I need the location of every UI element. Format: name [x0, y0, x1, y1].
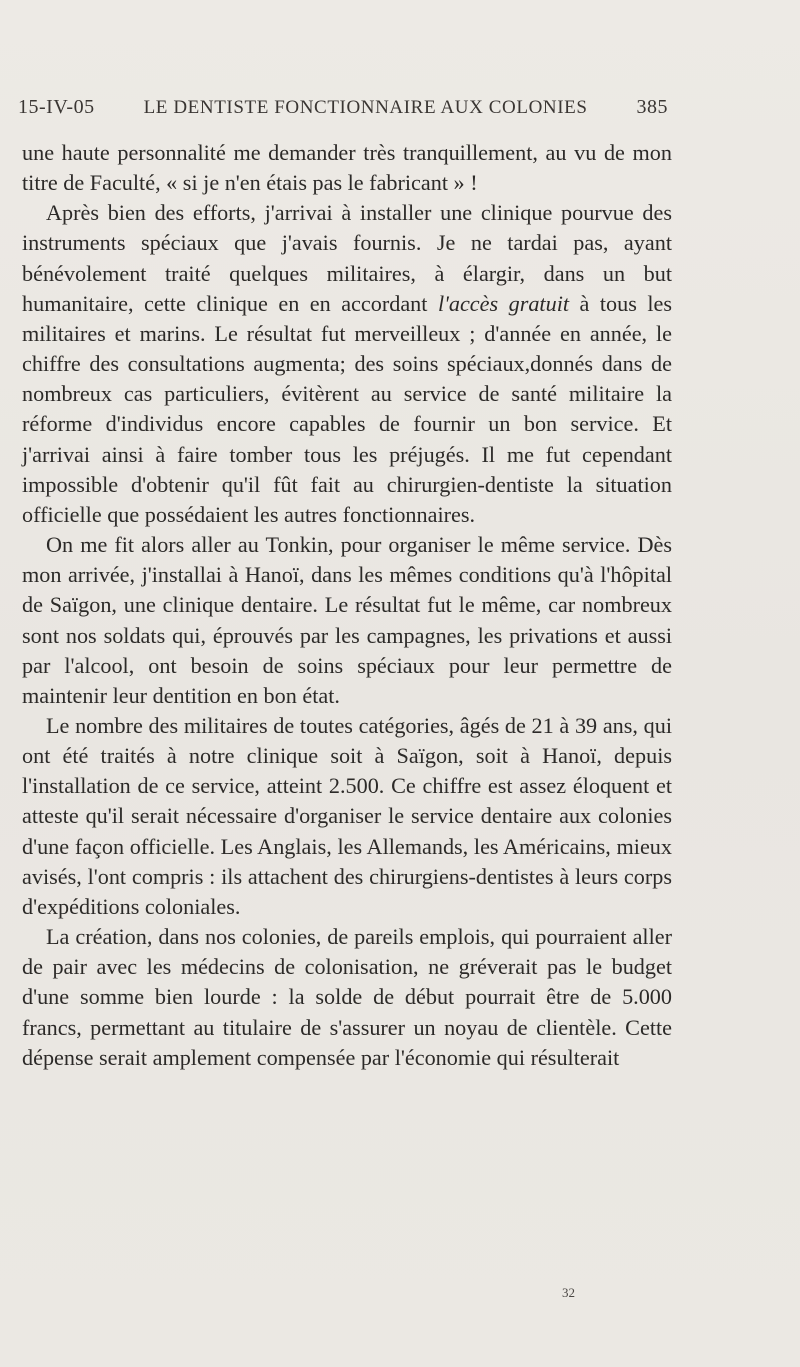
- paragraph-3-text: On me fit alors aller au Tonkin, pour organiser le même service. Dès mon arrivée, j'installai à Hanoï, dans les mêmes conditions qu'à l'hôpital de Saïgon, une clinique dentaire. Le résultat fut le même, car nombreux sont nos soldats qui, éprouvés par les campagnes, les privations et aussi par l'alcool, ont besoin de soins spéciaux pour leur permettre de maintenir leur dentition en bon état.: [22, 532, 672, 708]
- paragraph-1-text: une haute personnalité me demander très tranquillement, au vu de mon titre de Faculté, « si je n'en étais pas le fabricant » !: [22, 140, 672, 196]
- paragraph-1: [22, 138, 672, 198]
- signature-mark: 32: [562, 1285, 575, 1300]
- running-header: [18, 96, 668, 126]
- header-date: 15-IV-05: [18, 96, 95, 118]
- paragraph-3: [22, 530, 672, 711]
- paragraph-4: [22, 711, 672, 922]
- body-text: [22, 138, 672, 1073]
- paragraph-5-text: La création, dans nos colonies, de pareils emplois, qui pourraient aller de pair avec les médecins de colonisation, ne gréverait pas le budget d'une somme bien lourde : la solde de début pourrait être de 5.000 francs, permettant au titulaire de s'assurer un noyau de clientèle. Cette dépense serait amplement compensée par l'économie qui résulterait: [22, 924, 672, 1070]
- paragraph-2-italic: l'accès gratuit: [437, 290, 570, 316]
- paragraph-2-text-before: Après bien des efforts, j'arrivai à installer une clinique pourvue des instruments spéciaux que j'avais fournis. Je ne tardai pas, ayant bénévolement traité quelques militaires, à élargir, dans un but humanitaire, cette clinique en en accordant: [22, 200, 672, 316]
- paragraph-5: [22, 922, 672, 1073]
- paragraph-4-text: Le nombre des militaires de toutes catégories, âgés de 21 à 39 ans, qui ont été traités à notre clinique soit à Saïgon, soit à Hanoï, depuis l'installation de ce service, atteint 2.500. Ce chiffre est assez éloquent et atteste qu'il serait nécessaire d'organiser le service dentaire aux colonies d'une façon officielle. Les Anglais, les Allemands, les Américains, mieux avisés, l'ont compris : ils attachent des chirurgiens-dentistes à leurs corps d'expéditions coloniales.: [22, 712, 672, 919]
- page-number: 385: [636, 96, 668, 118]
- paragraph-2-text-after: à tous les militaires et marins. Le résultat fut merveilleux ; d'année en année, le chiffre des consultations augmenta; des soins spéciaux,donnés dans de nombreux cas particuliers, évitèrent au service de santé militaire la réforme d'individus encore capables de fournir un bon service. Et j'arrivai ainsi à faire tomber tous les préjugés. Il me fut cependant impossible d'obtenir qu'il fût fait au chirurgien-dentiste la situation officielle que possédaient les autres fonctionnaires.: [22, 290, 672, 527]
- header-title: LE DENTISTE FONCTIONNAIRE AUX COLONIES: [143, 97, 588, 118]
- paragraph-2: [22, 198, 672, 530]
